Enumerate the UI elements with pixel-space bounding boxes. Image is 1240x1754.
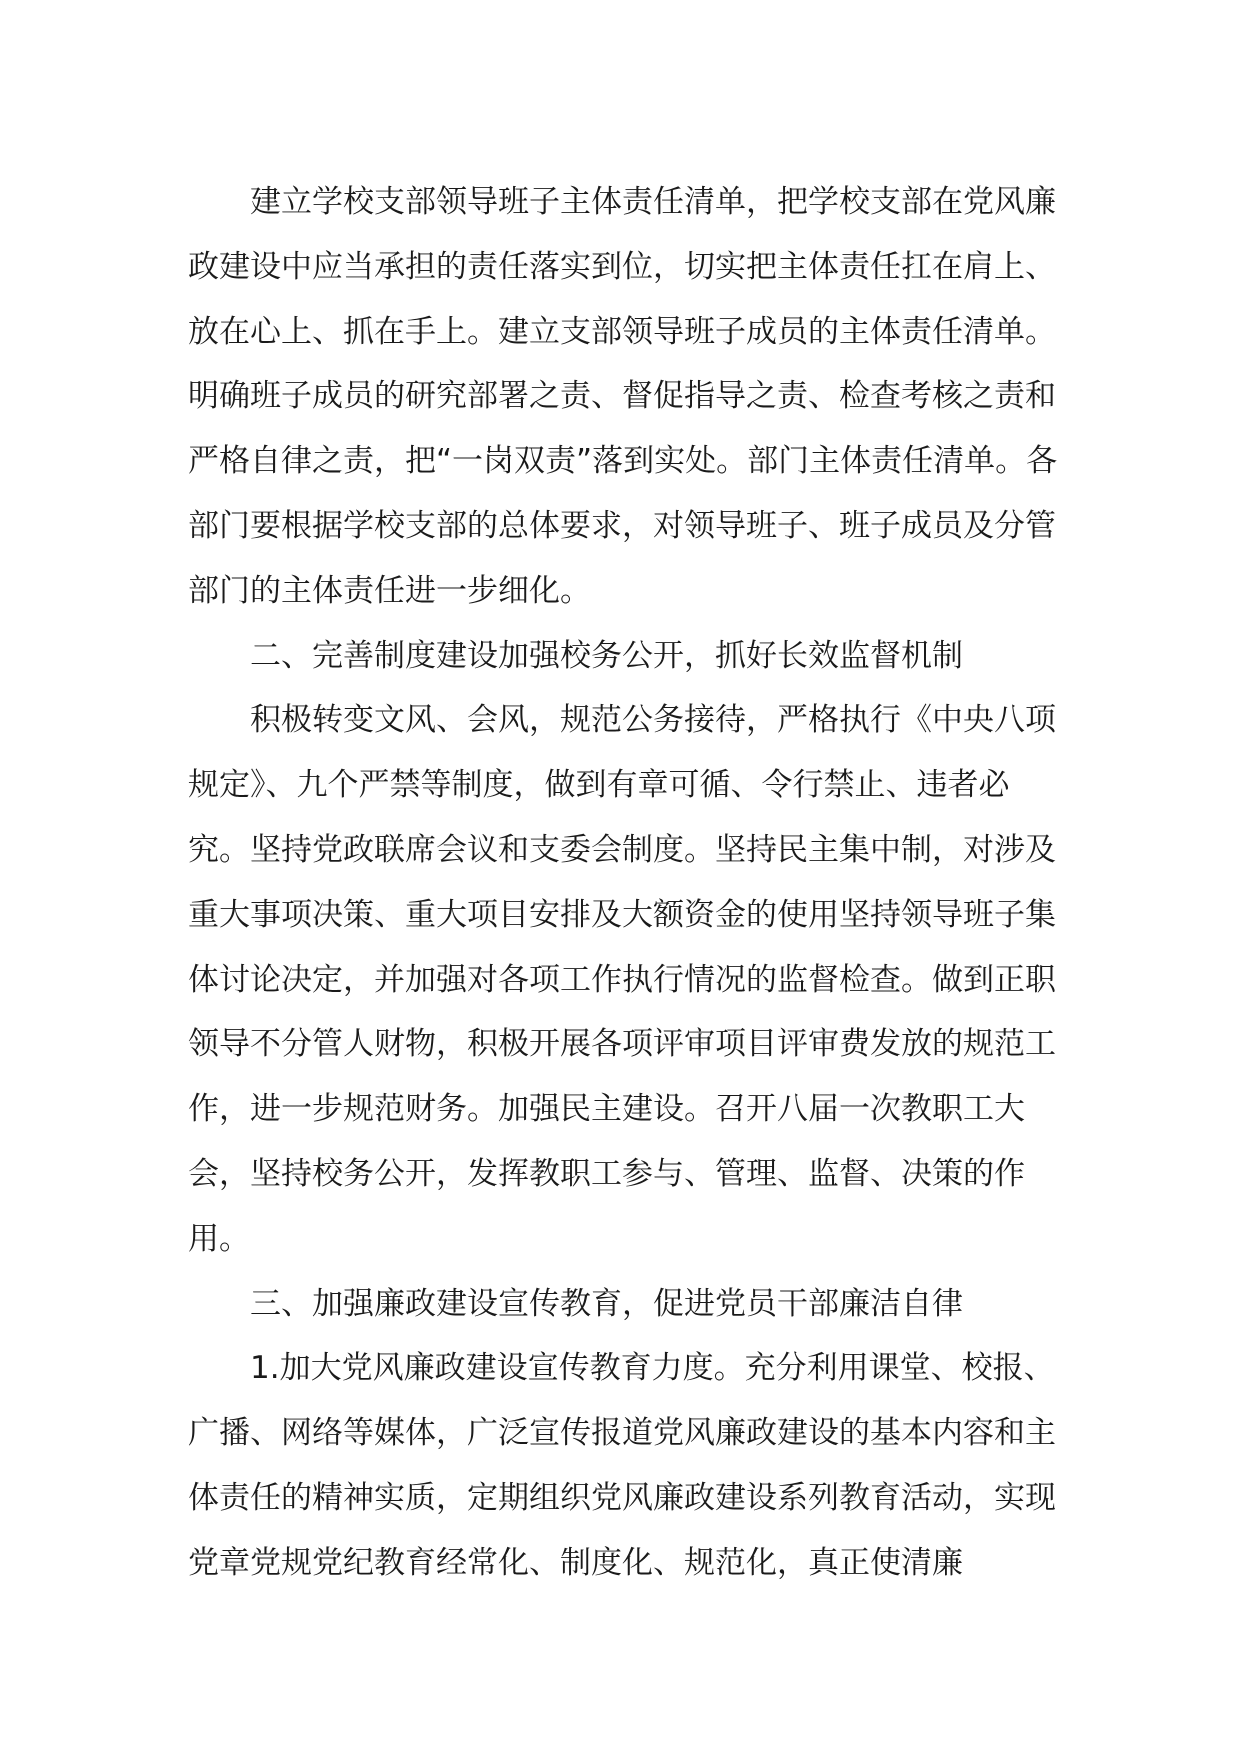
paragraph-responsibility-list: 建立学校支部领导班子主体责任清单，把学校支部在党风廉政建设中应当承担的责任落实到位，切实把主体责任扛在肩上、放在心上、抓在手上。建立支部领导班子成员的主体责任清单。明确班子成员的研究部署之责、督促指导之责、检查考核之责和严格自律之责，把“一岗双责”落到实处。部门主体责任清单。各部门要根据学校支部的总体要求，对领导班子、班子成员及分管部门的主体责任进一步细化。 [188,184,1058,609]
paragraph-system-building: 积极转变文风、会风，规范公务接待，严格执行《中央八项规定》、九个严禁等制度，做到有章可循、令行禁止、违者必究。坚持党政联席会议和支委会制度。坚持民主集中制，对涉及重大事项决策、重大项目安排及大额资金的使用坚持领导班子集体讨论决定，并加强对各项工作执行情况的监督检查。做到正职领导不分管人财物，积极开展各项评审项目评审费发放的规范工作，进一步规范财务。加强民主建设。召开八届一次教职工大会，坚持校务公开，发挥教职工参与、管理、监督、决策的作用。 [188,702,1056,1257]
section-heading-2: 二、完善制度建设加强校务公开，抓好长效监督机制 [250,637,963,674]
section-heading-3: 三、加强廉政建设宣传教育，促进党员干部廉洁自律 [250,1285,963,1322]
paragraph-education: 1.加大党风廉政建设宣传教育力度。充分利用课堂、校报、广播、网络等媒体，广泛宣传报道党风廉政建设的基本内容和主体责任的精神实质，定期组织党风廉政建设系列教育活动，实现党章党规党纪教育经常化、制度化、规范化，真正使清廉 [188,1350,1056,1581]
document-body [188,170,1068,1596]
